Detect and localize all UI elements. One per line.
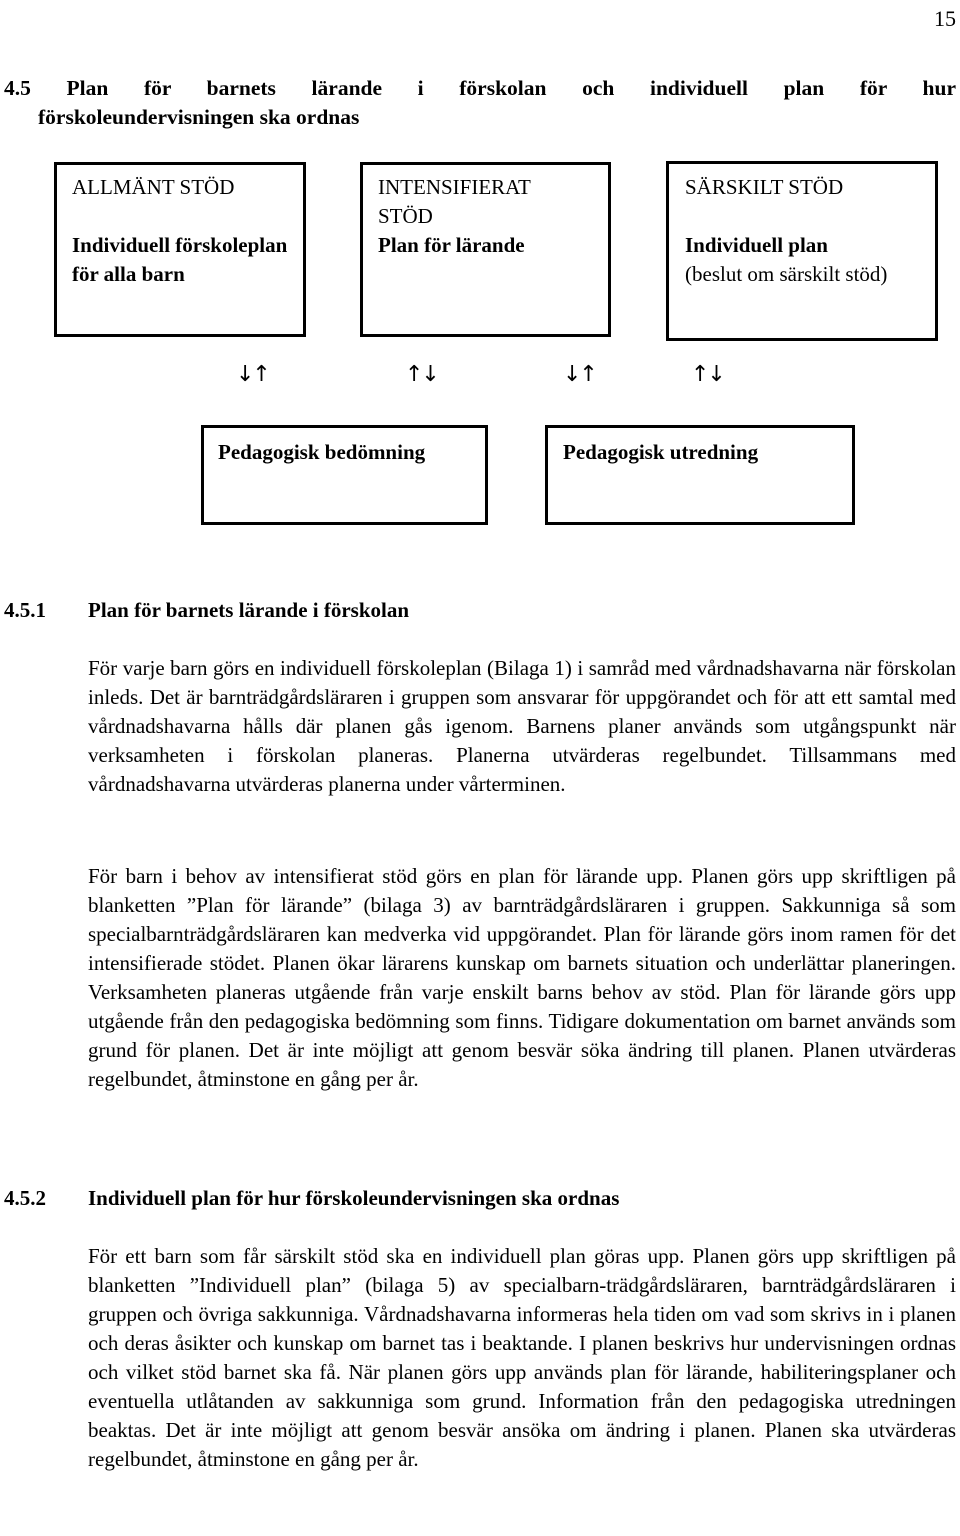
box-sarskilt-plan: Individuell plan xyxy=(685,233,828,257)
double-arrow-icon-2: ↑↓ xyxy=(405,362,438,387)
section-4-5-heading xyxy=(4,74,956,132)
section-4-5-title-part: Plan för barnets lärande i förskolan och individuell plan för hur xyxy=(66,76,957,100)
box-allmant-stod-content xyxy=(72,173,298,289)
section-4-5-2-number: 4.5.2 xyxy=(4,1186,46,1210)
box-intensifierat-plan: Plan för lärande xyxy=(378,233,525,257)
section-4-5-2-paragraph-1: För ett barn som får särskilt stöd ska en individuell plan göras upp. Planen görs upp skriftligen på blanketten ”Individuell plan” (bilaga 5) av specialbarn-trädgårdsläraren, barnträdgårdsläraren i gruppen och övriga sakkunniga. Vårdnadshavarna informeras hela tiden om vad som skrivs in i planen och deras åsikter och kunskap om barnet tas i beaktande. I planen beskrivs hur undervisningen ordnas och vilket stöd barnet ska få. När planen görs upp används plan för lärande, habiliteringsplaner och eventuella utlåtanden av sakkunniga som grund. Information från den pedagogiska utredningen beaktas. Det är inte möjligt att genom besvär ansöka om ändring i planen. Planen ska utvärderas regelbundet, åtminstone en gång per år. xyxy=(88,1244,956,1471)
section-4-5-1-paragraph-2: För barn i behov av intensifierat stöd görs en plan för lärande upp. Planen görs upp skriftligen på blanketten ”Plan för lärande” (bilaga 3) av barnträdgårdsläraren i gruppen. Sakkunniga så som specialbarnträdgårdsläraren kan medverka vid uppgörandet. Plan för lärande görs inom ramen för det intensifierade stödet. Planen ökar lärarens kunskap om barnets situation och underlättar planeringen. Verksamheten planeras utgående från varje enskilt barns behov av stöd. Plan för lärande görs upp utgående från den pedagogiska bedömning som finns. Tidigare dokumentation om barnet används som grund för planen. Det är inte möjligt att genom besvär söka ändring till planen. Planen utvärderas regelbundet, åtminstone en gång per år. xyxy=(88,864,956,1091)
section-4-5-title-continued: förskoleundervisningen ska ordnas xyxy=(38,105,360,129)
box-intensifierat-heading: INTENSIFIERAT STÖD xyxy=(378,175,531,228)
box-pedagogisk-bedomning-label: Pedagogisk bedömning xyxy=(218,440,426,464)
box-sarskilt-stod-content xyxy=(685,173,925,289)
double-arrow-icon-3: ↓↑ xyxy=(563,362,596,387)
section-4-5-2-title: Individuell plan för hur förskoleundervisningen ska ordnas xyxy=(88,1186,620,1210)
box-pedagogisk-utredning-label: Pedagogisk utredning xyxy=(563,440,759,464)
box-allmant-heading: ALLMÄNT STÖD xyxy=(72,175,235,199)
section-4-5-number: 4.5 xyxy=(4,76,31,100)
double-arrow-icon-1: ↓↑ xyxy=(236,362,269,387)
double-arrow-icon-4: ↑↓ xyxy=(691,362,724,387)
section-4-5-1-paragraph-1: För varje barn görs en individuell förskoleplan (Bilaga 1) i samråd med vårdnadshavarna när förskolan inleds. Det är barnträdgårdsläraren i gruppen som ansvarar för uppgörandet och för att ett samtal med vårdnadshavarna hålls där planen gås igenom. Barnens planer används som utgångspunkt när verksamheten i förskolan planeras. Planerna utvärderas regelbundet. Tillsammans med vårdnadshavarna utvärderas planerna under vårterminen. xyxy=(88,656,956,796)
page-number: 15 xyxy=(934,6,956,31)
box-intensifierat-stod-content xyxy=(378,173,583,260)
section-4-5-1-number: 4.5.1 xyxy=(4,598,46,622)
section-4-5-1-title: Plan för barnets lärande i förskolan xyxy=(88,598,410,622)
box-sarskilt-note: (beslut om särskilt stöd) xyxy=(685,262,888,286)
box-sarskilt-heading: SÄRSKILT STÖD xyxy=(685,175,844,199)
box-allmant-plan: Individuell förskoleplan för alla barn xyxy=(72,233,288,286)
